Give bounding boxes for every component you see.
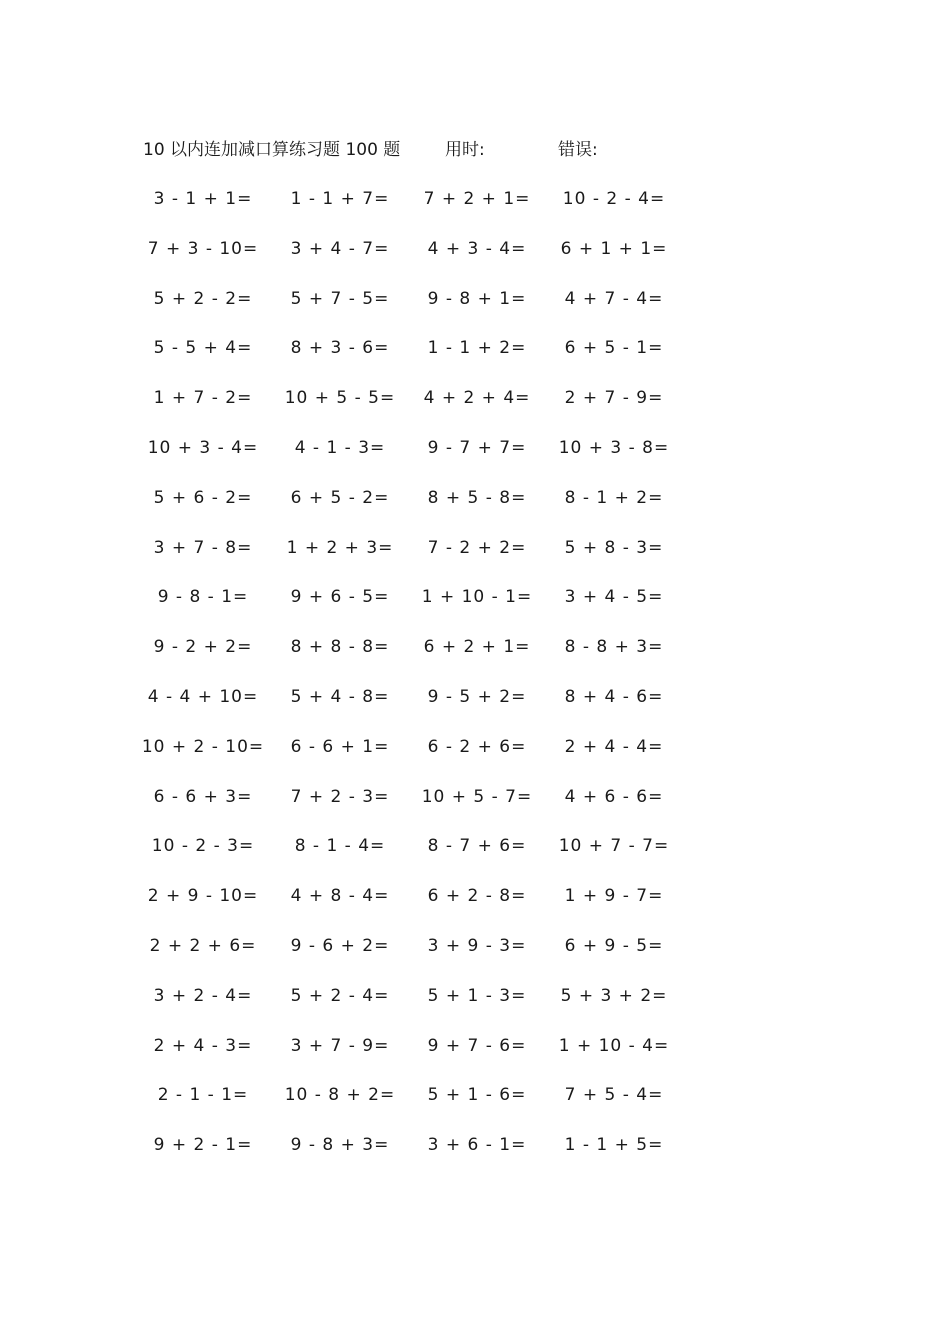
problem-row [145, 185, 685, 235]
arithmetic-problem: 10 + 2 - 10= [141, 736, 265, 757]
problem-row [145, 633, 685, 683]
arithmetic-problem: 8 - 1 - 4= [294, 836, 386, 857]
arithmetic-problem: 10 + 5 - 5= [284, 388, 396, 409]
arithmetic-problem: 6 + 9 - 5= [564, 935, 664, 956]
arithmetic-problem: 6 - 2 + 6= [427, 736, 527, 757]
arithmetic-problem: 1 + 2 + 3= [286, 537, 394, 558]
worksheet-title: 10 以内连加减口算练习题 100 题 [143, 140, 401, 160]
problem-row [145, 932, 685, 982]
arithmetic-problem: 7 + 5 - 4= [564, 1085, 664, 1106]
arithmetic-problem: 6 + 5 - 1= [564, 338, 664, 359]
arithmetic-problem: 1 - 1 + 7= [290, 189, 390, 209]
problem-row [145, 484, 685, 534]
arithmetic-problem: 9 - 8 + 1= [427, 288, 527, 309]
arithmetic-problem: 10 - 2 - 3= [151, 836, 255, 857]
problem-row [145, 235, 685, 285]
arithmetic-problem: 5 + 7 - 5= [290, 288, 390, 309]
arithmetic-problem: 2 + 9 - 10= [147, 886, 259, 907]
arithmetic-problem: 5 + 4 - 8= [290, 686, 390, 707]
arithmetic-problem: 4 + 3 - 4= [427, 238, 527, 259]
arithmetic-problem: 5 - 5 + 4= [153, 338, 253, 359]
problem-row [145, 285, 685, 335]
problem-row [145, 384, 685, 434]
problem-row [145, 583, 685, 633]
arithmetic-problem: 1 + 10 - 4= [558, 1035, 670, 1056]
arithmetic-problem: 6 + 2 + 1= [423, 637, 531, 658]
arithmetic-problem: 2 - 1 - 1= [157, 1085, 249, 1106]
arithmetic-problem: 9 - 6 + 2= [290, 935, 390, 956]
arithmetic-problem: 3 + 2 - 4= [153, 985, 253, 1006]
arithmetic-problem: 9 + 2 - 1= [153, 1135, 253, 1156]
arithmetic-problem: 2 + 2 + 6= [149, 935, 257, 956]
arithmetic-problem: 1 - 1 + 5= [564, 1135, 664, 1156]
arithmetic-problem: 10 - 2 - 4= [562, 189, 666, 209]
arithmetic-problem: 6 + 2 - 8= [427, 886, 527, 907]
arithmetic-problem: 4 - 1 - 3= [294, 437, 386, 458]
arithmetic-problem: 1 + 10 - 1= [421, 587, 533, 608]
arithmetic-problem: 2 + 4 - 3= [153, 1035, 253, 1056]
arithmetic-problem: 10 + 3 - 8= [558, 437, 670, 458]
arithmetic-problem: 5 + 8 - 3= [564, 537, 664, 558]
arithmetic-problem: 7 + 2 + 1= [423, 189, 531, 209]
arithmetic-problem: 5 + 1 - 3= [427, 985, 527, 1006]
problem-row [145, 783, 685, 833]
arithmetic-problem: 9 - 8 - 1= [157, 587, 249, 608]
problem-row [145, 534, 685, 584]
arithmetic-problem: 9 - 5 + 2= [427, 686, 527, 707]
arithmetic-problem: 3 + 7 - 9= [290, 1035, 390, 1056]
arithmetic-problem: 6 + 1 + 1= [560, 238, 668, 259]
errors-label: 错误: [558, 140, 598, 160]
arithmetic-problem: 5 + 3 + 2= [560, 985, 668, 1006]
arithmetic-problem: 1 + 7 - 2= [153, 388, 253, 409]
arithmetic-problem: 8 + 5 - 8= [427, 487, 527, 508]
arithmetic-problem: 7 - 2 + 2= [427, 537, 527, 558]
arithmetic-problem: 6 - 6 + 3= [153, 786, 253, 807]
arithmetic-problem: 7 + 3 - 10= [147, 238, 259, 259]
problem-grid [141, 185, 685, 1181]
arithmetic-problem: 8 - 7 + 6= [427, 836, 527, 857]
arithmetic-problem: 10 + 3 - 4= [147, 437, 259, 458]
arithmetic-problem: 10 + 5 - 7= [421, 786, 533, 807]
arithmetic-problem: 4 - 4 + 10= [147, 686, 259, 707]
arithmetic-problem: 8 + 4 - 6= [564, 686, 664, 707]
problem-row [145, 1032, 685, 1082]
arithmetic-problem: 4 + 7 - 4= [564, 288, 664, 309]
arithmetic-problem: 7 + 2 - 3= [290, 786, 390, 807]
problem-row [145, 1131, 685, 1181]
arithmetic-problem: 4 + 8 - 4= [290, 886, 390, 907]
arithmetic-problem: 3 - 1 + 1= [153, 189, 253, 209]
arithmetic-problem: 3 + 6 - 1= [427, 1135, 527, 1156]
arithmetic-problem: 8 + 3 - 6= [290, 338, 390, 359]
arithmetic-problem: 3 + 9 - 3= [427, 935, 527, 956]
time-used-label: 用时: [445, 140, 485, 160]
problem-row [141, 733, 685, 783]
arithmetic-problem: 10 + 7 - 7= [558, 836, 670, 857]
problem-row [145, 1081, 685, 1131]
problem-row [145, 982, 685, 1032]
arithmetic-problem: 9 + 7 - 6= [427, 1035, 527, 1056]
arithmetic-problem: 2 + 4 - 4= [564, 736, 664, 757]
arithmetic-problem: 9 - 2 + 2= [153, 637, 253, 658]
problem-row [145, 882, 685, 932]
arithmetic-problem: 3 + 4 - 5= [564, 587, 664, 608]
arithmetic-problem: 3 + 4 - 7= [290, 238, 390, 259]
arithmetic-problem: 9 - 7 + 7= [427, 437, 527, 458]
arithmetic-problem: 5 + 6 - 2= [153, 487, 253, 508]
arithmetic-problem: 1 + 9 - 7= [564, 886, 664, 907]
arithmetic-problem: 10 - 8 + 2= [284, 1085, 396, 1106]
arithmetic-problem: 4 + 2 + 4= [423, 388, 531, 409]
arithmetic-problem: 9 + 6 - 5= [290, 587, 390, 608]
arithmetic-problem: 5 + 2 - 4= [290, 985, 390, 1006]
arithmetic-problem: 5 + 1 - 6= [427, 1085, 527, 1106]
arithmetic-problem: 6 + 5 - 2= [290, 487, 390, 508]
arithmetic-problem: 3 + 7 - 8= [153, 537, 253, 558]
arithmetic-problem: 8 - 1 + 2= [564, 487, 664, 508]
arithmetic-problem: 2 + 7 - 9= [564, 388, 664, 409]
arithmetic-problem: 8 - 8 + 3= [564, 637, 664, 658]
arithmetic-problem: 9 - 8 + 3= [290, 1135, 390, 1156]
arithmetic-problem: 1 - 1 + 2= [427, 338, 527, 359]
problem-row [145, 832, 685, 882]
problem-row [145, 683, 685, 733]
problem-row [145, 334, 685, 384]
arithmetic-problem: 5 + 2 - 2= [153, 288, 253, 309]
arithmetic-problem: 6 - 6 + 1= [290, 736, 390, 757]
problem-row [145, 434, 685, 484]
arithmetic-problem: 4 + 6 - 6= [564, 786, 664, 807]
arithmetic-problem: 8 + 8 - 8= [290, 637, 390, 658]
